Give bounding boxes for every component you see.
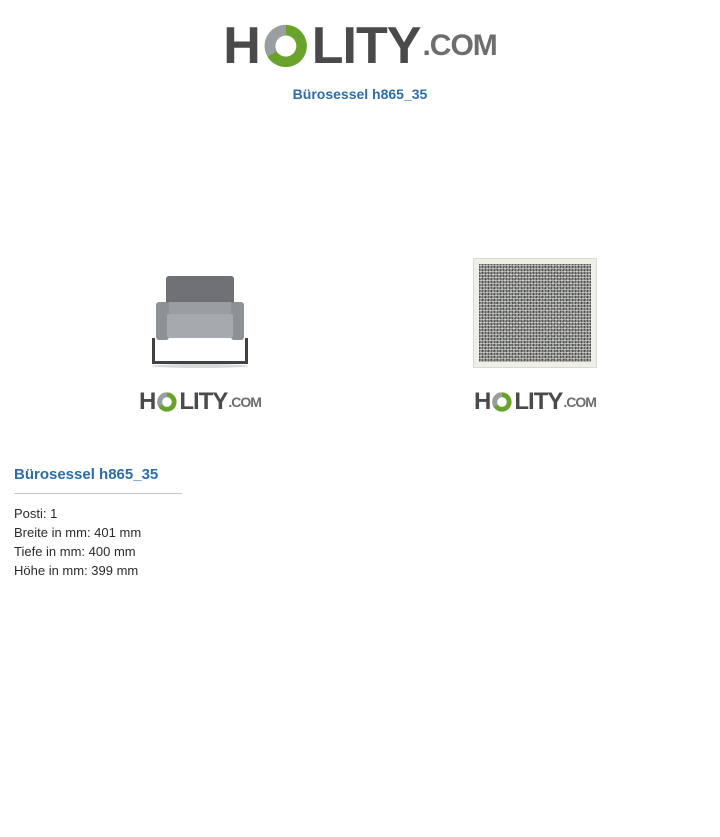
logo-letter-h: H <box>139 388 156 415</box>
logo-letter-h: H <box>223 17 260 75</box>
specification-list <box>14 504 344 580</box>
spec-row-seats: Posti: 1 <box>14 506 58 521</box>
gallery-item-fabric[interactable] <box>390 138 680 414</box>
product-name-heading: Bürosessel h865_35 <box>14 466 182 494</box>
page-title: Bürosessel h865_35 <box>292 86 428 102</box>
logo-word-lity: LITY <box>311 17 421 75</box>
site-logo[interactable] <box>223 17 497 75</box>
spec-row-depth: Tiefe in mm: 400 mm <box>14 544 136 559</box>
product-details <box>14 466 344 580</box>
chair-metal-frame <box>152 338 248 364</box>
logo-dotcom: .COM <box>422 29 497 62</box>
chair-seat <box>167 314 233 338</box>
fabric-swatch-image[interactable] <box>390 138 680 368</box>
gallery-caption-logo-right <box>390 390 680 414</box>
circular-arrow-logo-icon <box>491 391 513 413</box>
armchair-product-image[interactable] <box>55 138 345 368</box>
watermark-logo <box>474 390 596 414</box>
logo-dotcom: .COM <box>228 394 261 410</box>
spec-row-width: Breite in mm: 401 mm <box>14 525 142 540</box>
spec-row-height: Höhe in mm: 399 mm <box>14 563 139 578</box>
circular-arrow-logo-icon <box>262 22 310 70</box>
fabric-texture <box>479 264 591 362</box>
watermark-logo <box>139 390 261 414</box>
logo-letter-h: H <box>474 388 491 415</box>
armchair-illustration <box>152 276 248 368</box>
product-gallery <box>0 138 720 438</box>
fabric-swatch-frame <box>473 258 597 368</box>
chair-shadow <box>152 364 248 368</box>
page-header <box>0 0 720 75</box>
logo-word-lity: LITY <box>179 388 228 415</box>
logo-word-lity: LITY <box>514 388 563 415</box>
gallery-caption-logo-left <box>55 390 345 414</box>
circular-arrow-logo-icon <box>156 391 178 413</box>
logo-dotcom: .COM <box>563 394 596 410</box>
gallery-item-armchair[interactable] <box>55 138 345 414</box>
